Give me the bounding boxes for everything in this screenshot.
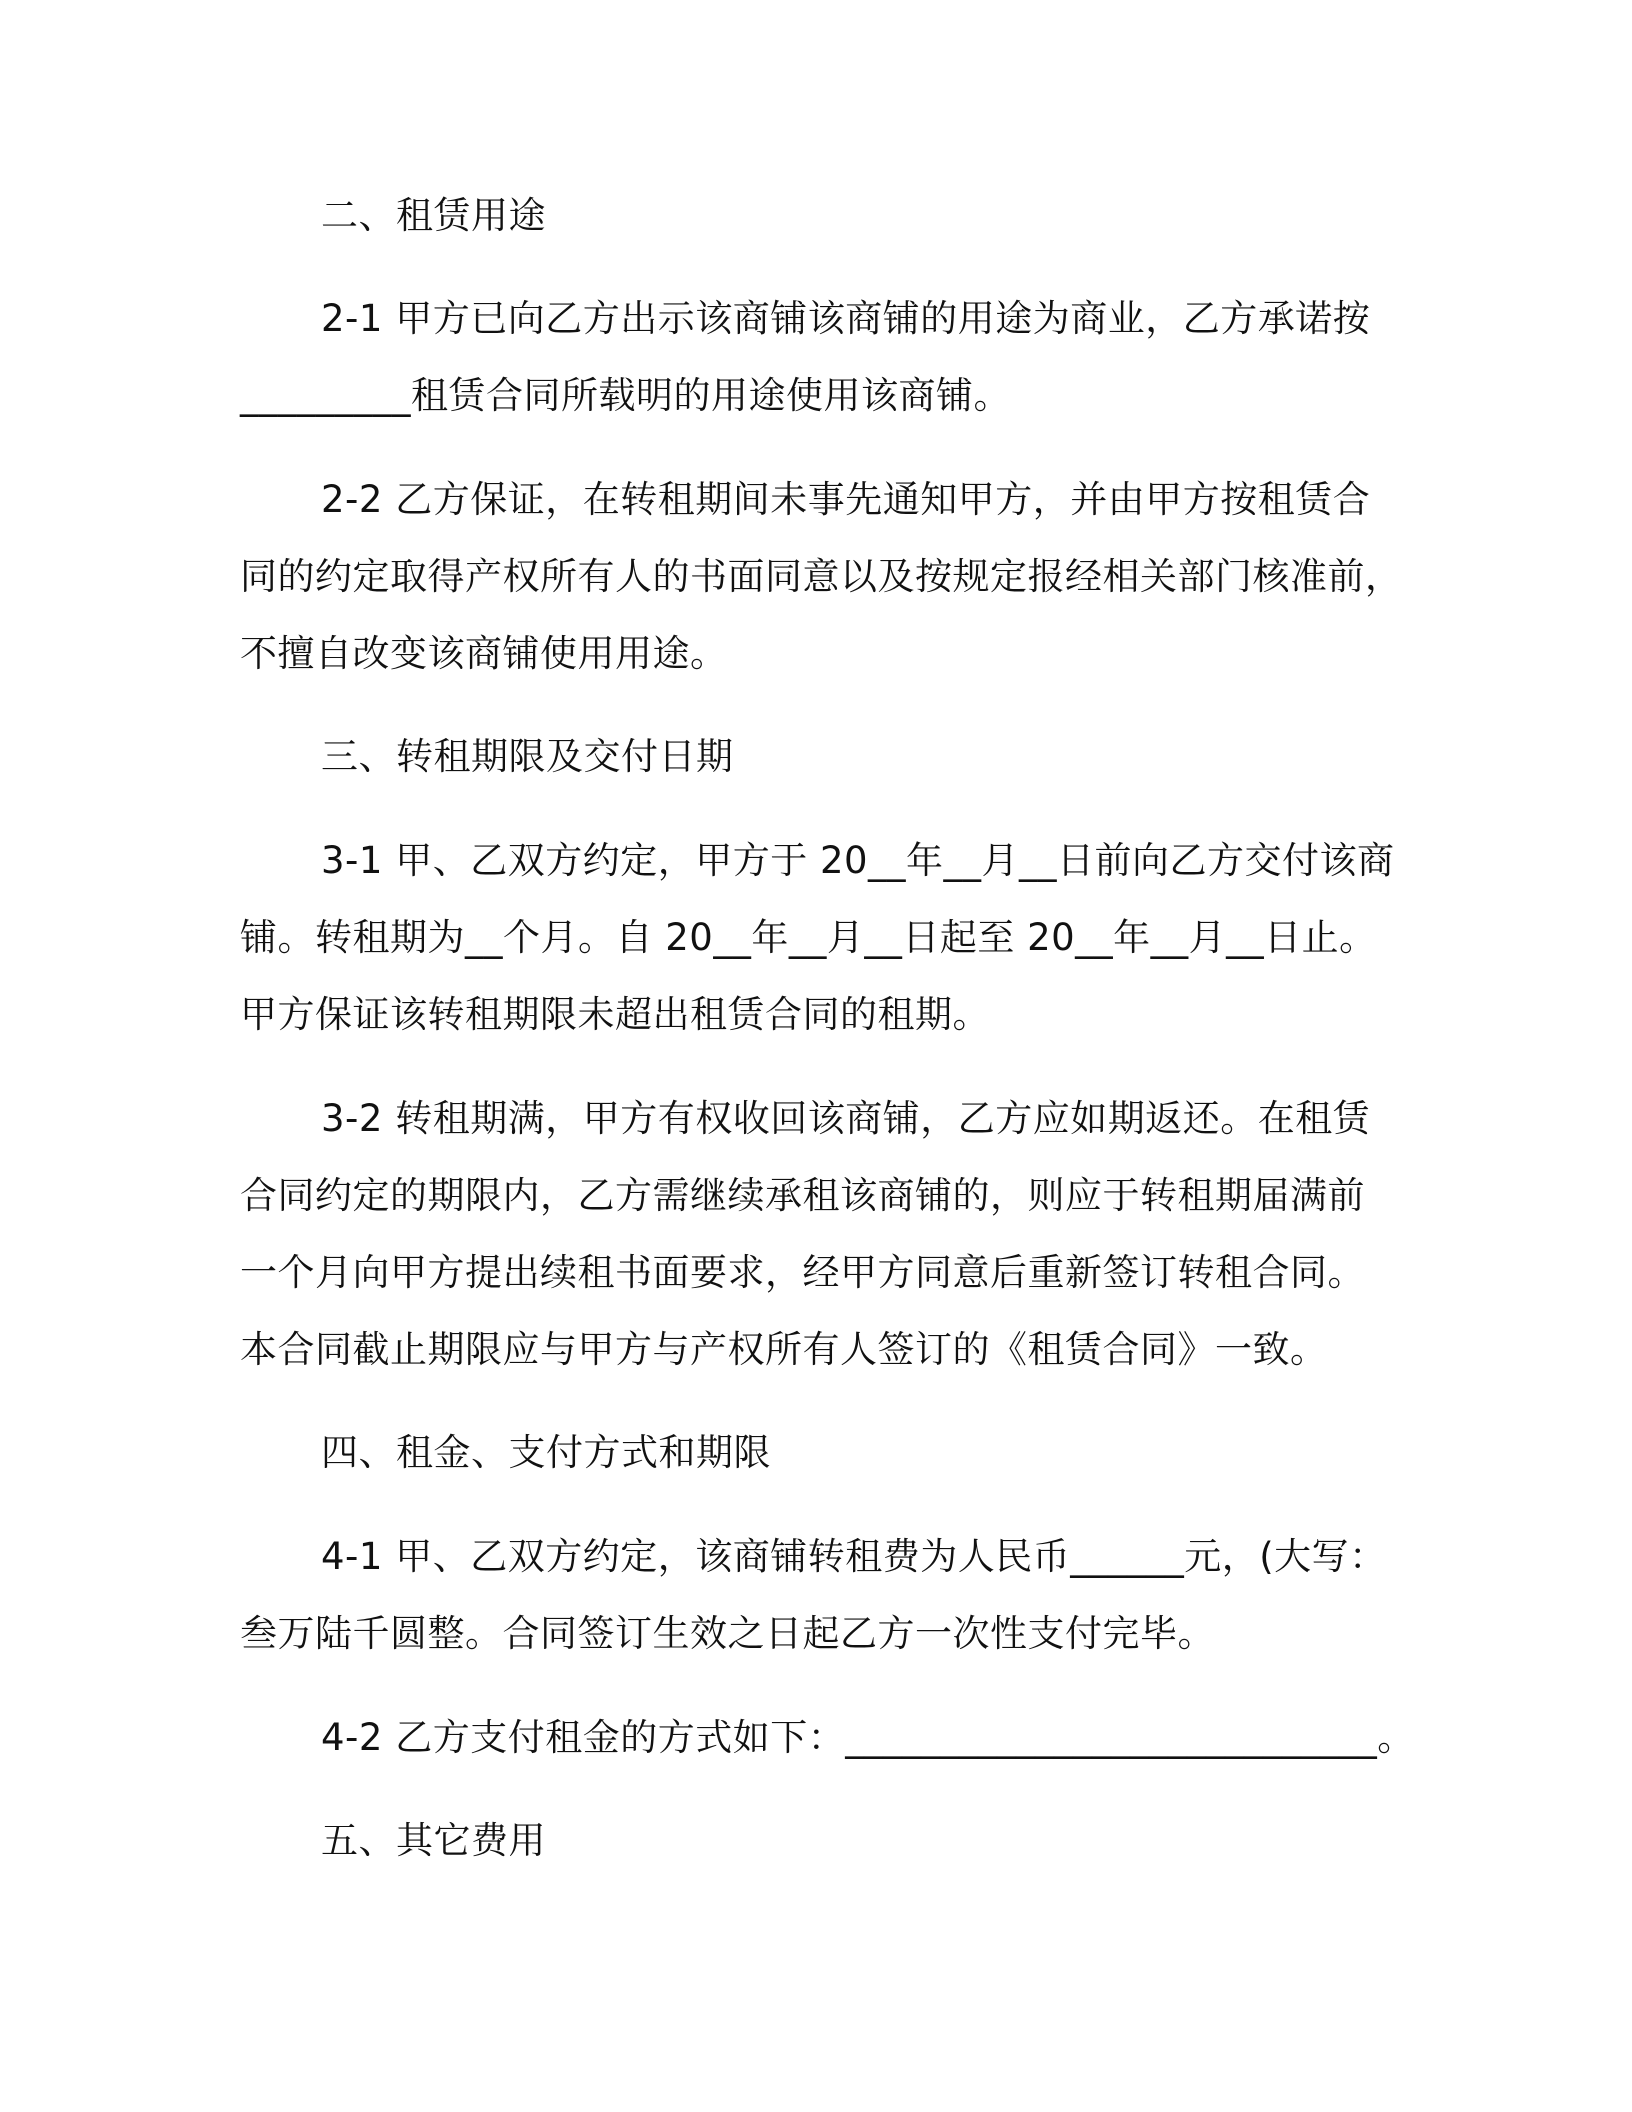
clause-2-1-line-1: 2-1 甲方已向乙方出示该商铺该商铺的用途为商业，乙方承诺按 — [321, 297, 1371, 340]
clause-2-2-line-2: 同的约定取得产权所有人的书面同意以及按规定报经相关部门核准前， — [240, 555, 1403, 598]
clause-3-2-line-1: 3-2 转租期满，甲方有权收回该商铺，乙方应如期返还。在租赁 — [321, 1097, 1371, 1140]
section-heading-4: 四、租金、支付方式和期限 — [321, 1431, 771, 1474]
section-heading-3: 三、转租期限及交付日期 — [321, 735, 734, 778]
clause-3-2-line-2: 合同约定的期限内，乙方需继续承租该商铺的，则应于转租期届满前 — [240, 1174, 1365, 1217]
clause-2-2-line-1: 2-2 乙方保证，在转租期间未事先通知甲方，并由甲方按租赁合 — [321, 478, 1371, 521]
clause-3-2-line-4: 本合同截止期限应与甲方与产权所有人签订的《租赁合同》一致。 — [240, 1328, 1328, 1371]
clause-4-1-line-2: 叁万陆千圆整。合同签订生效之日起乙方一次性支付完毕。 — [240, 1612, 1215, 1655]
clause-2-1-line-2: _________租赁合同所载明的用途使用该商铺。 — [240, 374, 1011, 417]
clause-3-1-line-3: 甲方保证该转租期限未超出租赁合同的租期。 — [240, 993, 990, 1036]
clause-4-2-line-1: 4-2 乙方支付租金的方式如下：____________________________。 — [321, 1716, 1415, 1759]
clause-3-2-line-3: 一个月向甲方提出续租书面要求，经甲方同意后重新签订转租合同。 — [240, 1251, 1365, 1294]
section-heading-2: 二、租赁用途 — [321, 194, 546, 237]
clause-4-1-line-1: 4-1 甲、乙双方约定，该商铺转租费为人民币______元，(大写： — [321, 1535, 1387, 1578]
section-heading-5: 五、其它费用 — [321, 1819, 546, 1862]
clause-2-2-line-3: 不擅自改变该商铺使用用途。 — [240, 632, 728, 675]
clause-3-1-line-2: 铺。转租期为__个月。自 20__年__月__日起至 20__年__月__日止。 — [240, 916, 1377, 959]
clause-3-1-line-1: 3-1 甲、乙双方约定，甲方于 20__年__月__日前向乙方交付该商 — [321, 839, 1395, 882]
